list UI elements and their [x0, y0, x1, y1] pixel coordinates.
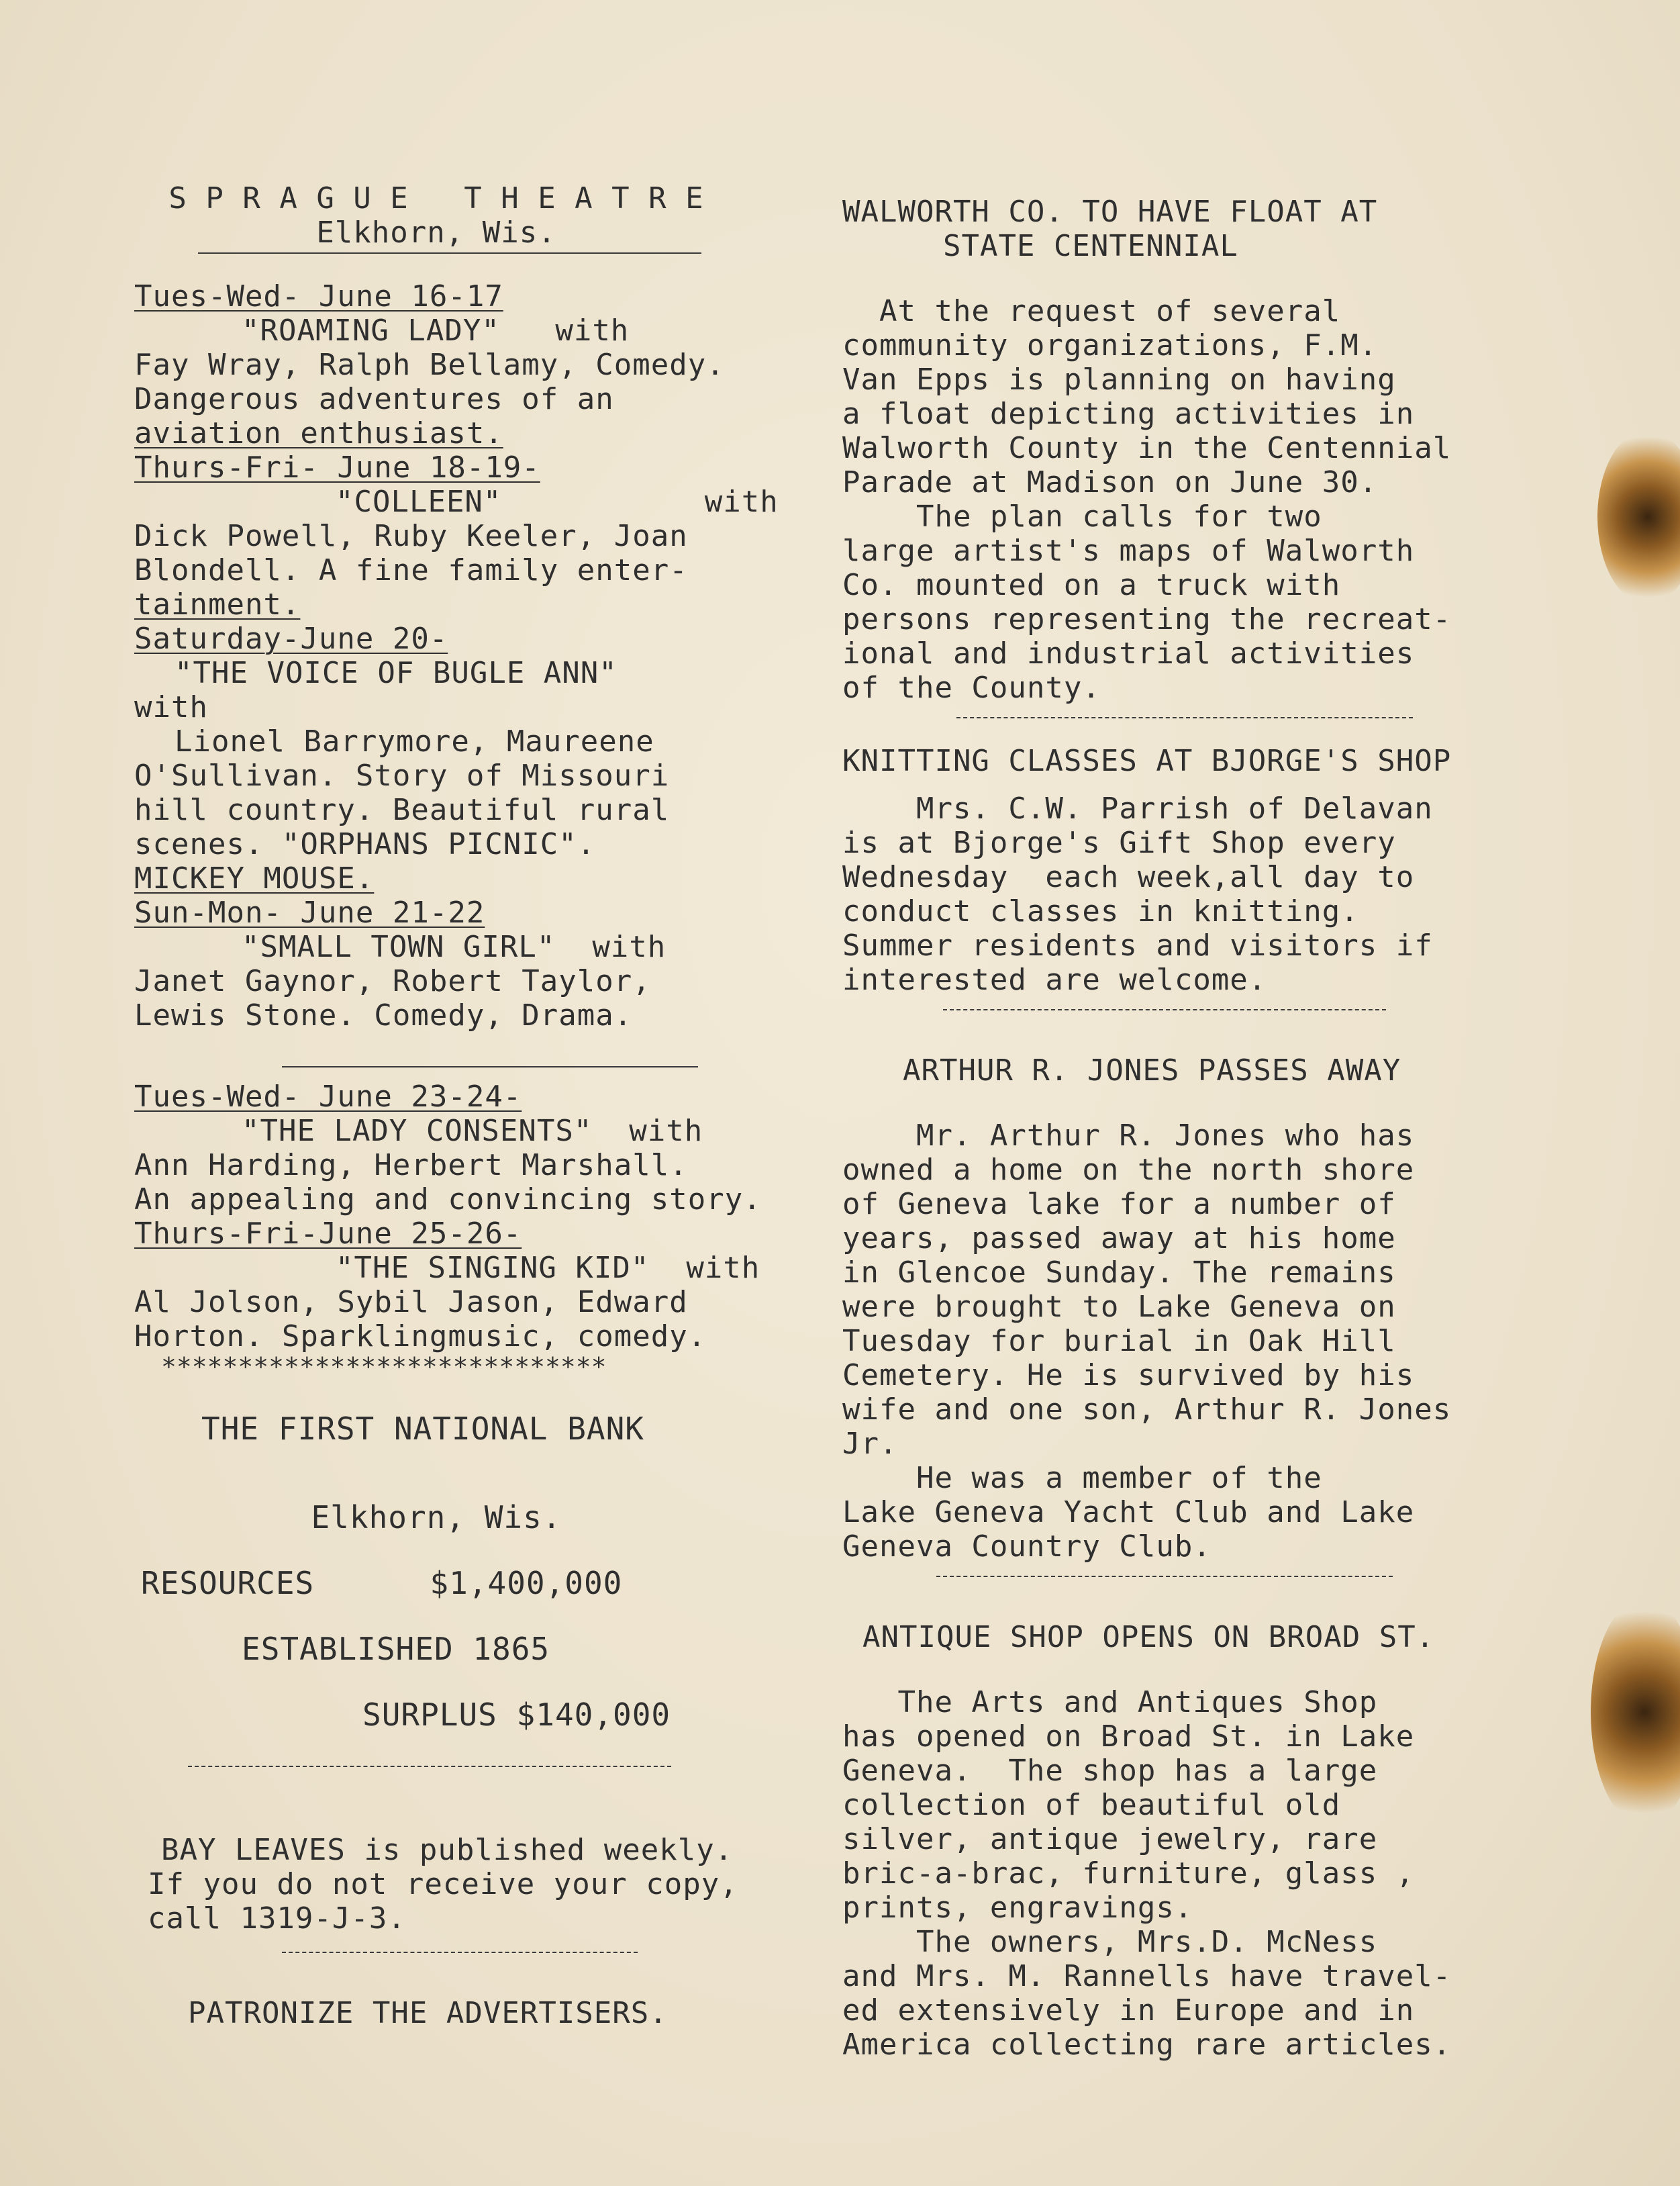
article-body: Jr.	[842, 1427, 898, 1461]
article-body: Walworth County in the Centennial	[842, 431, 1452, 465]
notice-line: BAY LEAVES is published weekly.	[161, 1833, 734, 1867]
bank-resources: RESOURCES $1,400,000	[141, 1565, 623, 1601]
theatre-title: S P R A G U E T H E A T R E	[168, 181, 704, 216]
divider	[282, 1952, 638, 1953]
article-body: Parade at Madison on June 30.	[842, 465, 1378, 500]
article-body: Geneva. The shop has a large	[842, 1754, 1378, 1788]
article-body: of Geneva lake for a number of	[842, 1187, 1396, 1221]
listing-desc: aviation enthusiast.	[134, 416, 503, 450]
article-body: Mr. Arthur R. Jones who has	[842, 1119, 1415, 1153]
divider	[956, 717, 1413, 718]
article-body: bric-a-brac, furniture, glass ,	[842, 1856, 1415, 1891]
article-body: persons representing the recreat-	[842, 602, 1452, 636]
article-body: Summer residents and visitors if	[842, 929, 1433, 963]
article-body: is at Bjorge's Gift Shop every	[842, 826, 1396, 860]
article-body: Mrs. C.W. Parrish of Delavan	[842, 792, 1433, 826]
article-body: Van Epps is planning on having	[842, 363, 1396, 397]
article-headline: KNITTING CLASSES AT BJORGE'S SHOP	[842, 744, 1452, 778]
listing-desc: Blondell. A fine family enter-	[134, 553, 688, 587]
article-body: The plan calls for two	[842, 500, 1322, 534]
article-body: wife and one son, Arthur R. Jones	[842, 1392, 1452, 1427]
article-body: The owners, Mrs.D. McNess	[842, 1925, 1378, 1959]
article-body: America collecting rare articles.	[842, 2028, 1452, 2062]
listing-desc: Al Jolson, Sybil Jason, Edward	[134, 1285, 688, 1319]
listing-date: Tues-Wed- June 16-17	[134, 279, 503, 314]
article-body: Lake Geneva Yacht Club and Lake	[842, 1495, 1415, 1529]
listing-film: "ROAMING LADY" with	[242, 314, 630, 348]
listing-desc: Dick Powell, Ruby Keeler, Joan	[134, 519, 688, 553]
stars-divider: *****************************	[161, 1352, 607, 1382]
listing-film: "COLLEEN" with	[336, 485, 779, 519]
bank-established: ESTABLISHED 1865	[242, 1631, 550, 1667]
article-body: prints, engravings.	[842, 1891, 1193, 1925]
article-body: ional and industrial activities	[842, 636, 1415, 671]
listing-film: "SMALL TOWN GIRL" with	[242, 930, 666, 964]
listing-date: Tues-Wed- June 23-24-	[134, 1080, 522, 1114]
listing-desc: An appealing and convincing story.	[134, 1182, 762, 1217]
listing-desc: Fay Wray, Ralph Bellamy, Comedy.	[134, 348, 725, 382]
article-headline: WALWORTH CO. TO HAVE FLOAT AT	[842, 195, 1378, 229]
article-body: conduct classes in knitting.	[842, 894, 1359, 929]
article-body: At the request of several	[842, 294, 1341, 328]
divider	[198, 252, 701, 254]
listing-desc: hill country. Beautiful rural	[134, 793, 670, 827]
article-body: ed extensively in Europe and in	[842, 1993, 1415, 2028]
article-body: He was a member of the	[842, 1461, 1322, 1495]
article-headline: ANTIQUE SHOP OPENS ON BROAD ST.	[862, 1620, 1435, 1654]
article-body: Tuesday for burial in Oak Hill	[842, 1324, 1396, 1358]
bank-name: THE FIRST NATIONAL BANK	[201, 1411, 644, 1447]
listing-desc: Dangerous adventures of an	[134, 382, 614, 416]
article-body: in Glencoe Sunday. The remains	[842, 1255, 1396, 1290]
listing-film: "THE SINGING KID" with	[336, 1251, 760, 1285]
article-body: were brought to Lake Geneva on	[842, 1290, 1396, 1324]
article-body: has opened on Broad St. in Lake	[842, 1719, 1415, 1754]
article-body: Cemetery. He is survived by his	[842, 1358, 1415, 1392]
article-body: silver, antique jewelry, rare	[842, 1822, 1378, 1856]
divider	[936, 1576, 1393, 1577]
listing-date: Thurs-Fri- June 18-19-	[134, 450, 540, 485]
article-body: owned a home on the north shore	[842, 1153, 1415, 1187]
article-body: large artist's maps of Walworth	[842, 534, 1415, 568]
listing-desc: O'Sullivan. Story of Missouri	[134, 759, 670, 793]
listing-desc: Janet Gaynor, Robert Taylor,	[134, 964, 651, 998]
right-column	[842, 195, 1567, 2062]
listing-desc: tainment.	[134, 587, 301, 622]
article-body: collection of beautiful old	[842, 1788, 1341, 1822]
article-body: Wednesday each week,all day to	[842, 860, 1415, 894]
article-headline: STATE CENTENNIAL	[943, 229, 1238, 263]
article-headline: ARTHUR R. JONES PASSES AWAY	[903, 1053, 1401, 1088]
divider	[188, 1766, 671, 1767]
bank-surplus: SURPLUS $140,000	[362, 1697, 671, 1733]
listing-date: Saturday-June 20-	[134, 622, 448, 656]
listing-film: "THE LADY CONSENTS" with	[242, 1114, 703, 1148]
article-body: a float depicting activities in	[842, 397, 1415, 431]
article-body: of the County.	[842, 671, 1101, 705]
listing-desc: Lewis Stone. Comedy, Drama.	[134, 998, 633, 1033]
patronize-text: PATRONIZE THE ADVERTISERS.	[188, 1996, 668, 2030]
article-body: community organizations, F.M.	[842, 328, 1378, 363]
listing-desc: scenes. "ORPHANS PICNIC".	[134, 827, 596, 861]
divider	[282, 1066, 698, 1067]
article-body: Co. mounted on a truck with	[842, 568, 1341, 602]
article-body: The Arts and Antiques Shop	[842, 1685, 1378, 1719]
article-body: years, passed away at his home	[842, 1221, 1396, 1255]
listing-desc: Ann Harding, Herbert Marshall.	[134, 1148, 688, 1182]
theatre-location: Elkhorn, Wis.	[316, 216, 556, 250]
bank-location: Elkhorn, Wis.	[311, 1499, 562, 1535]
article-body: Geneva Country Club.	[842, 1529, 1212, 1564]
article-body: and Mrs. M. Rannells have travel-	[842, 1959, 1452, 1993]
left-column	[134, 181, 832, 2030]
listing-film: "THE VOICE OF BUGLE ANN"	[175, 656, 617, 690]
listing-date: Sun-Mon- June 21-22	[134, 896, 485, 930]
notice-line: If you do not receive your copy,	[148, 1867, 738, 1901]
notice-line: call 1319-J-3.	[148, 1901, 406, 1936]
article-body: interested are welcome.	[842, 963, 1267, 997]
listing-desc: Lionel Barrymore, Maureene	[175, 724, 654, 759]
listing-desc: with	[134, 690, 208, 724]
divider	[943, 1009, 1386, 1010]
listing-date: Thurs-Fri-June 25-26-	[134, 1217, 522, 1251]
listing-desc: Horton. Sparklingmusic, comedy.	[134, 1319, 707, 1353]
listing-desc: MICKEY MOUSE.	[134, 861, 375, 896]
